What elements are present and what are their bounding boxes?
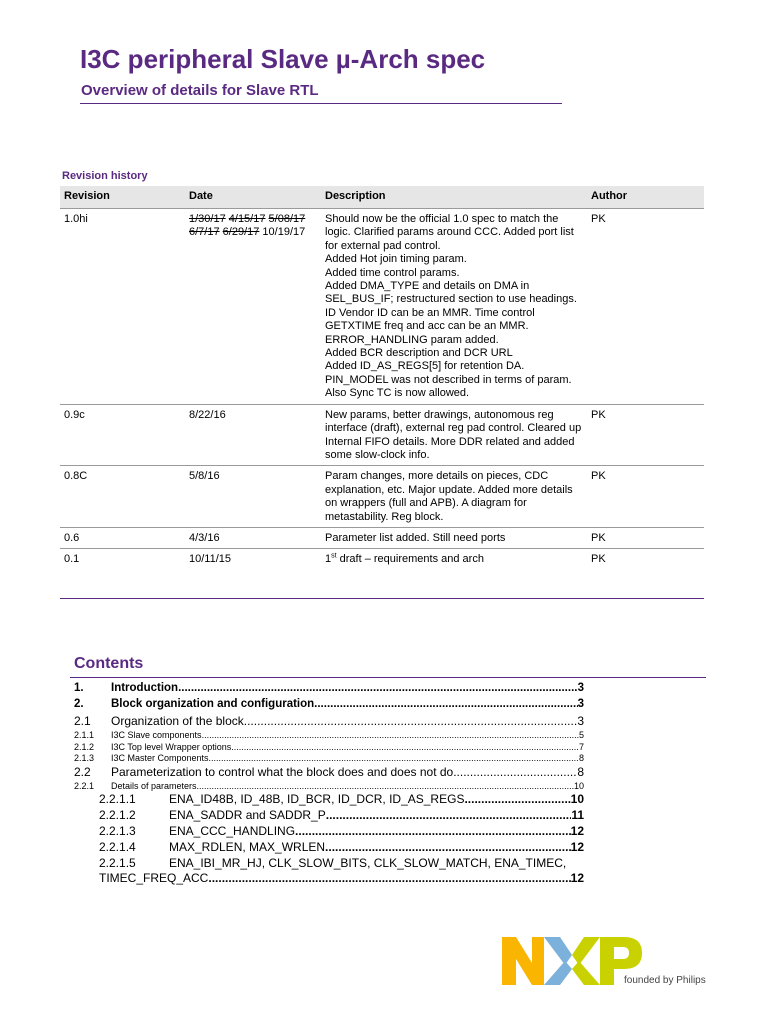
toc-entry[interactable] — [74, 698, 584, 714]
table-row — [60, 404, 704, 466]
toc-page: 12 — [570, 824, 584, 838]
current-date: 10/19/17 — [262, 226, 306, 239]
toc-title: Parameterization to control what the block does and does not do — [111, 764, 454, 779]
toc-number: 2.1.3 — [74, 753, 95, 763]
toc-page: 12 — [570, 871, 584, 885]
toc-leader — [209, 753, 579, 763]
description-line: PIN_MODEL was not described in terms of param. Also Sync TC is now allowed. — [325, 373, 572, 400]
contents-divider — [70, 677, 706, 678]
description-cell: New params, better drawings, autonomous reg interface (draft), external reg pad control. Cleared up Internal FIFO details. More DDR related and added some slow-clock info. — [321, 404, 587, 466]
description-line: ERROR_HANDLING param added. — [325, 333, 499, 346]
toc-entry[interactable] — [74, 840, 584, 856]
table-of-contents — [74, 682, 584, 887]
toc-entry[interactable] — [74, 682, 584, 698]
revision-cell: 0.1 — [64, 553, 80, 566]
author-cell: PK — [587, 209, 704, 405]
toc-leader — [453, 765, 577, 779]
table-header-row — [60, 186, 704, 209]
toc-leader — [202, 730, 579, 740]
toc-leader — [295, 824, 571, 838]
toc-leader — [208, 871, 570, 885]
revision-history-heading: Revision history — [62, 170, 148, 182]
toc-leader — [197, 781, 574, 791]
toc-number: 2.1.1 — [74, 730, 95, 740]
description-line: Added DMA_TYPE and details on DMA in SEL_BUS_IF; restructured section to use headings. — [325, 280, 577, 306]
toc-page: 3 — [577, 714, 584, 728]
toc-entry[interactable] — [74, 765, 584, 781]
document-subtitle: Overview of details for Slave RTL — [81, 82, 319, 99]
column-header-description: Description — [321, 186, 587, 209]
toc-number: 2.2.1.3 — [99, 824, 136, 838]
description-line: Added time control params. — [325, 266, 460, 279]
toc-number: 2. — [74, 698, 84, 710]
toc-title: Organization of the block — [111, 714, 244, 728]
author-cell: PK — [587, 404, 704, 466]
struck-date: 5/08/17 — [268, 213, 306, 225]
table-row — [60, 549, 704, 570]
column-header-revision: Revision — [60, 186, 185, 209]
toc-page: 10 — [573, 780, 584, 791]
toc-entry[interactable] — [74, 792, 584, 808]
struck-date: 1/30/17 — [189, 213, 226, 225]
description-number: 1 — [325, 553, 332, 566]
toc-leader — [325, 840, 571, 854]
date-cell: 5/8/16 — [185, 466, 321, 528]
document-title: I3C peripheral Slave µ-Arch spec — [80, 44, 486, 74]
toc-title: I3C Master Components — [111, 753, 209, 763]
struck-date: 4/15/17 — [228, 213, 266, 225]
toc-title: Block organization and configuration — [111, 698, 315, 710]
toc-entry[interactable] — [74, 730, 584, 742]
toc-number: 2.2.1 — [74, 780, 95, 791]
toc-page: 3 — [577, 682, 584, 694]
toc-leader — [314, 698, 577, 710]
description-cell: Param changes, more details on pieces, CDC explanation, etc. Major update. Added more details on wrappers (full and APB). A diagram for metastability. Reg block. — [321, 466, 587, 528]
toc-number: 2.1 — [74, 714, 91, 728]
description-line: Added Hot join timing param. — [325, 253, 467, 266]
toc-title: MAX_RDLEN, MAX_WRLEN — [169, 840, 326, 854]
toc-page: 3 — [577, 698, 584, 710]
date-cell — [185, 209, 321, 405]
toc-number: 2.2 — [74, 764, 91, 779]
toc-page: 7 — [578, 741, 584, 752]
toc-title: ENA_IBI_MR_HJ, CLK_SLOW_BITS, CLK_SLOW_MATCH, ENA_TIMEC, — [169, 856, 567, 870]
toc-number: 2.1.2 — [74, 741, 95, 752]
description-rest: draft – requirements and arch — [336, 553, 484, 566]
toc-title-continuation: TIMEC_FREQ_ACC — [99, 871, 209, 885]
description-line: Should now be the official 1.0 spec to match the logic. Clarified params around CCC. Added port list for external pad control. — [325, 213, 574, 252]
author-cell: PK — [587, 527, 704, 548]
revision-cell: 1.0hi — [60, 209, 185, 405]
description-superscript: st — [331, 552, 337, 560]
toc-page: 8 — [577, 764, 584, 779]
toc-page: 11 — [571, 808, 584, 822]
toc-leader — [178, 682, 578, 694]
description-cell — [321, 209, 587, 405]
revision-cell: 0.6 — [60, 527, 185, 548]
nxp-logo — [502, 935, 706, 990]
toc-number: 2.2.1.5 — [99, 856, 136, 870]
toc-number: 2.2.1.4 — [99, 840, 136, 854]
struck-date: 6/29/17 — [222, 226, 260, 239]
date-cell: 8/22/16 — [185, 404, 321, 466]
toc-entry[interactable] — [74, 808, 584, 824]
date-cell: 10/11/15 — [189, 553, 232, 566]
toc-title: I3C Slave components — [111, 730, 202, 740]
toc-page: 5 — [578, 730, 584, 740]
title-divider — [80, 103, 562, 104]
revision-table-end-divider — [60, 598, 704, 599]
description-cell — [321, 549, 587, 570]
logo-tagline: founded by Philips — [624, 975, 706, 986]
contents-heading: Contents — [74, 655, 144, 672]
toc-number: 2.2.1.2 — [99, 808, 136, 822]
struck-date: 6/7/17 — [189, 226, 220, 239]
toc-number: 2.2.1.1 — [99, 792, 136, 806]
description-cell: Parameter list added. Still need ports — [321, 527, 587, 548]
toc-title: I3C Top level Wrapper options — [111, 741, 232, 752]
toc-entry[interactable] — [74, 742, 584, 754]
toc-title: ENA_SADDR and SADDR_P — [169, 808, 326, 822]
toc-entry[interactable] — [74, 824, 584, 840]
toc-leader — [464, 792, 570, 806]
toc-title: ENA_CCC_HANDLING — [169, 824, 296, 838]
revision-history-table — [60, 186, 704, 570]
author-cell: PK — [591, 553, 606, 566]
toc-title: Details of parameters — [111, 780, 197, 791]
toc-leader — [244, 714, 578, 728]
table-row — [60, 527, 704, 548]
toc-title: ENA_ID48B, ID_48B, ID_BCR, ID_DCR, ID_AS_REGS — [169, 792, 465, 806]
toc-page: 12 — [570, 840, 584, 854]
toc-entry[interactable] — [74, 753, 584, 765]
toc-entry[interactable] — [74, 714, 584, 730]
toc-title: Introduction — [111, 682, 179, 694]
author-cell: PK — [587, 466, 704, 528]
column-header-date: Date — [185, 186, 321, 209]
table-row — [60, 466, 704, 528]
column-header-author: Author — [587, 186, 704, 209]
description-line: Added ID_AS_REGS[5] for retention DA. — [325, 360, 525, 373]
description-line: Added BCR description and DCR URL — [325, 347, 513, 360]
toc-number: 1. — [74, 682, 84, 694]
revision-cell: 0.9c — [60, 404, 185, 466]
toc-entry-continuation[interactable] — [74, 871, 584, 887]
description-line: ID Vendor ID can be an MMR. Time control GETXTIME freq and acc can be an MMR. — [325, 306, 535, 333]
table-row — [60, 209, 704, 405]
toc-page: 8 — [578, 753, 584, 763]
toc-leader — [326, 808, 572, 822]
toc-entry[interactable] — [74, 856, 584, 871]
revision-cell: 0.8C — [60, 466, 185, 528]
date-cell: 4/3/16 — [185, 527, 321, 548]
toc-page: 10 — [570, 792, 584, 806]
toc-leader — [231, 742, 579, 752]
toc-entry[interactable] — [74, 781, 584, 793]
